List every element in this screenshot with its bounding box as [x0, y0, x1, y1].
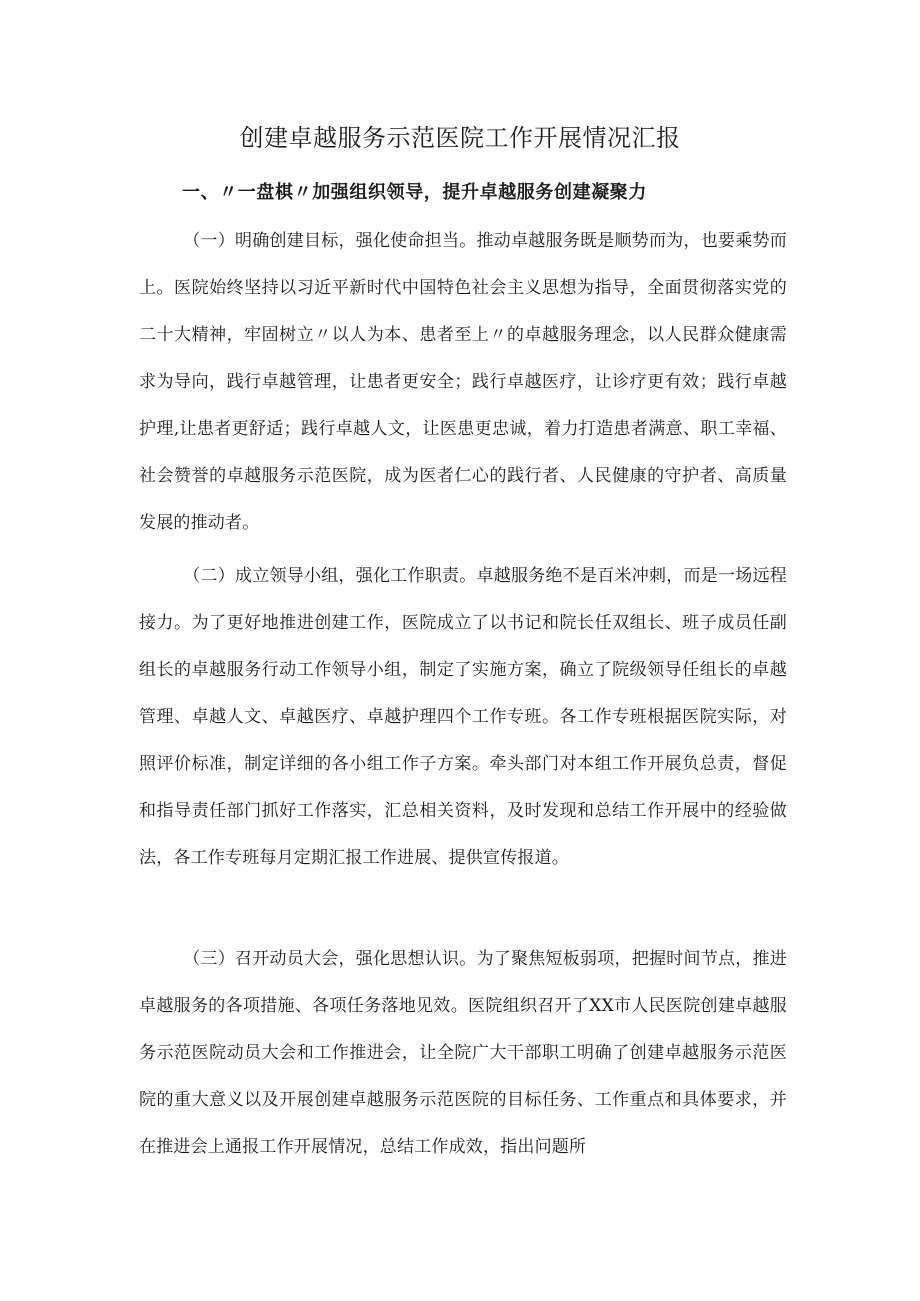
paragraph-goal: （一）明确创建目标，强化使命担当。推动卓越服务既是顺势而为，也要乘势而上。医院始终坚持以习近平新时代中国特色社会主义思想为指导，全面贯彻落实党的二十大精神，牢固树立〃以人为本、患者至上〃的卓越服务理念，以人民群众健康需求为导向，践行卓越管理，让患者更安全；践行卓越医疗，让诊疗更有效；践行卓越护理,让患者更舒适；践行卓越人文，让医患更忠诚，着力打造患者满意、职工幸福、社会赞誉的卓越服务示范医院，成为医者仁心的践行者、人民健康的守护者、高质量发展的推动者。 — [139, 231, 787, 533]
document-title: 创建卓越服务示范医院工作开展情况汇报 — [239, 124, 681, 152]
paragraph-mobilization: （三）召开动员大会，强化思想认识。为了聚焦短板弱项，把握时间节点，推进卓越服务的各项措施、各项任务落地见效。医院组织召开了XX市人民医院创建卓越服务示范医院动员大会和工作推进会，让全院广大干部职工明确了创建卓越服务示范医院的重大意义以及开展创建卓越服务示范医院的目标任务、工作重点和具体要求，并在推进会上通报工作开展情况，总结工作成效，指出问题所 — [139, 949, 787, 1157]
paragraph-leadership-group: （二）成立领导小组，强化工作职责。卓越服务绝不是百米冲刺，而是一场远程接力。为了更好地推进创建工作，医院成立了以书记和院长任双组长、班子成员任副组长的卓越服务行动工作领导小组，制定了实施方案，确立了院级领导任组长的卓越管理、卓越人文、卓越医疗、卓越护理四个工作专班。各工作专班根据医院实际，对照评价标准，制定详细的各小组工作子方案。牵头部门对本组工作开展负总责，督促和指导责任部门抓好工作落实，汇总相关资料，及时发现和总结工作开展中的经验做法，各工作专班每月定期汇报工作进展、提供宣传报道。 — [139, 566, 787, 868]
section-heading: 一、〃一盘棋〃加强组织领导，提升卓越服务创建凝聚力 — [182, 182, 647, 203]
